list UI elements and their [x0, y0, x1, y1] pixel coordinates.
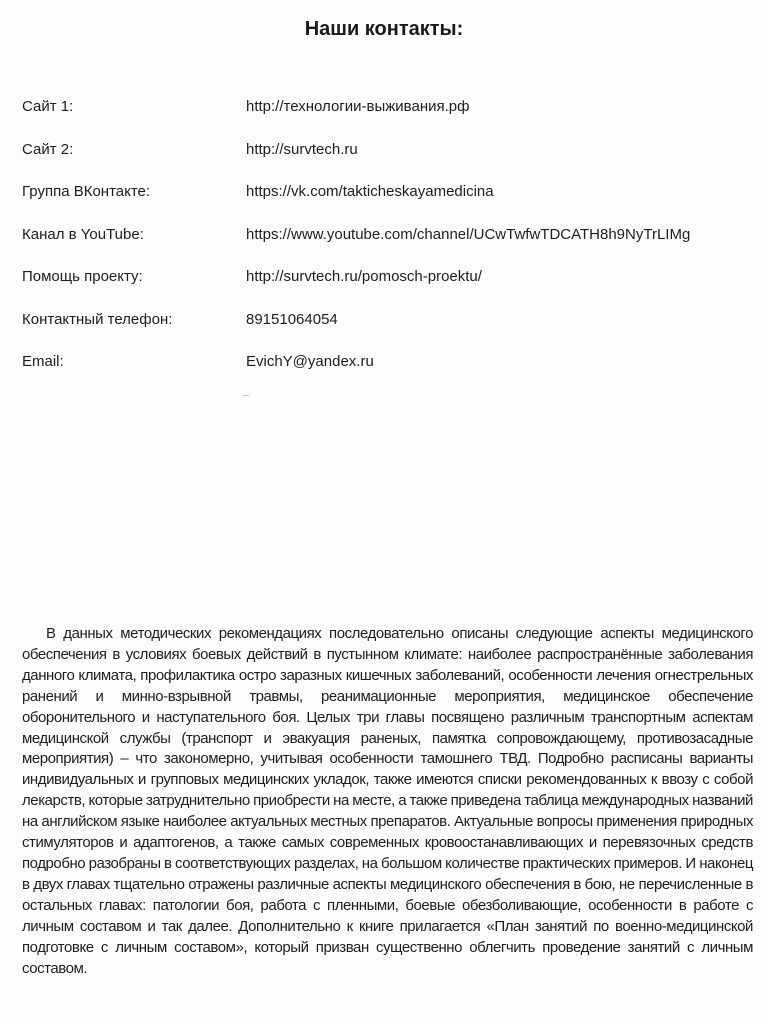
scan-speck: [243, 395, 249, 396]
contact-row-phone: [22, 309, 752, 352]
contact-value: http://survtech.ru/pomosch-proektu/: [246, 268, 482, 285]
contact-value: https://vk.com/takticheskayamedicina: [246, 183, 494, 200]
page-title: Наши контакты:: [304, 18, 464, 40]
contact-row-site-1: [22, 96, 752, 139]
contact-row-donate: [22, 266, 752, 309]
contact-label: Сайт 2:: [22, 140, 74, 158]
contact-value: https://www.youtube.com/channel/UCwTwfwTDCATH8h9NyTrLIMg: [246, 225, 691, 243]
contact-value: 89151064054: [246, 310, 338, 328]
contact-label: Помощь проекту:: [22, 268, 143, 285]
contacts-list: [22, 96, 752, 394]
contact-label: Email:: [22, 353, 64, 370]
contact-row-email: [22, 351, 752, 394]
contact-row-vk: [22, 181, 752, 224]
contact-label: Группа ВКонтакте:: [22, 183, 151, 200]
contact-value: EvichY@yandex.ru: [246, 353, 374, 370]
contact-value: http://технологии-выживания.рф: [246, 98, 470, 115]
contact-row-site-2: [22, 139, 752, 182]
contact-label: Канал в YouTube:: [22, 225, 144, 243]
description-paragraph: В данных методических рекомендациях последовательно описаны следующие аспекты медицинского обеспечения в условиях боевых действий в пустынном климате: наиболее распространённые заболевания данного климата, профилактика остро заразных кишечных заболеваний, особенности лечения огнестрельных ранений и минно-взрывной травмы, реанимационные мероприятия, медицинское обеспечение оборонительного и наступательного боя. Целых три главы посвящено различным транспортным аспектам медицинской службы (транспорт и эвакуация раненых, памятка сопровождающему, противозасадные мероприятия) – что закономерно, учитывая особенности тамошнего ТВД. Подробно расписаны варианты индивидуальных и групповых медицинских укладок, также имеются списки рекомендованных к ввозу с собой лекарств, которые затруднительно приобрести на месте, а также приведена таблица международных названий на английском языке наиболее актуальных местных препаратов. Актуальные вопросы применения природных стимуляторов и адаптогенов, а также самых современных кровоостанавливающих и перевязочных средств подробно разобраны в соответствующих разделах, на большом количестве практических примеров. И наконец в двух главах тщательно отражены различные аспекты медицинского обеспечения в бою, не перечисленные в остальных главах: патологии боя, работа с пленными, боевые обезболивающие, особенности в работе с личным составом и так далее. Дополнительно к книге прилагается «План занятий по военно-медицинской подготовке с личным составом», который призван существенно облегчить проведение занятий с личным составом.: [22, 625, 753, 977]
contact-label: Сайт 1:: [22, 98, 74, 115]
contact-value: http://survtech.ru: [246, 140, 358, 158]
contact-label: Контактный телефон:: [22, 310, 173, 328]
contact-row-youtube: [22, 224, 752, 267]
